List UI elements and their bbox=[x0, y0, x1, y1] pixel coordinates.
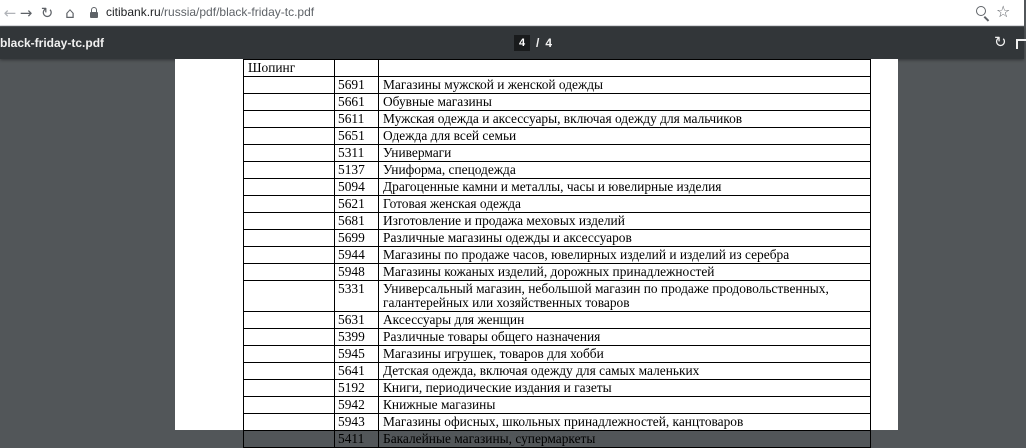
code-cell: 5691 bbox=[335, 77, 379, 94]
description-cell: Книжные магазины bbox=[379, 397, 871, 414]
description-cell: Магазины по продаже часов, ювелирных изделий и изделий из серебра bbox=[379, 247, 871, 264]
code-cell: 5631 bbox=[335, 312, 379, 329]
category-cell bbox=[244, 346, 335, 363]
code-cell: 5948 bbox=[335, 264, 379, 281]
table-row bbox=[244, 329, 871, 346]
description-cell: Магазины игрушек, товаров для хобби bbox=[379, 346, 871, 363]
table-row bbox=[244, 346, 871, 363]
url-path: /russia/pdf/black-friday-tc.pdf bbox=[160, 5, 315, 19]
category-cell bbox=[244, 380, 335, 397]
category-cell bbox=[244, 414, 335, 431]
code-cell: 5411 bbox=[335, 431, 379, 448]
code-cell: 5331 bbox=[335, 281, 379, 312]
description-cell bbox=[379, 60, 871, 77]
category-cell bbox=[244, 264, 335, 281]
description-cell: Обувные магазины bbox=[379, 94, 871, 111]
table-row bbox=[244, 111, 871, 128]
pdf-page bbox=[175, 59, 898, 446]
page-indicator bbox=[514, 35, 552, 51]
description-cell: Готовая женская одежда bbox=[379, 196, 871, 213]
code-cell: 5399 bbox=[335, 329, 379, 346]
table-row bbox=[244, 179, 871, 196]
category-cell bbox=[244, 397, 335, 414]
table-row bbox=[244, 281, 871, 312]
bookmark-star-icon[interactable]: ☆ bbox=[996, 2, 1011, 21]
code-cell: 5943 bbox=[335, 414, 379, 431]
description-cell: Различные магазины одежды и аксессуаров bbox=[379, 230, 871, 247]
description-cell: Изготовление и продажа меховых изделий bbox=[379, 213, 871, 230]
table-row bbox=[244, 312, 871, 329]
table-row bbox=[244, 380, 871, 397]
code-cell bbox=[335, 60, 379, 77]
category-cell bbox=[244, 312, 335, 329]
description-cell: Магазины мужской и женской одежды bbox=[379, 77, 871, 94]
description-cell: Униформа, спецодежда bbox=[379, 162, 871, 179]
table-row bbox=[244, 397, 871, 414]
table-row bbox=[244, 230, 871, 247]
description-cell: Книги, периодические издания и газеты bbox=[379, 380, 871, 397]
code-cell: 5942 bbox=[335, 397, 379, 414]
description-cell: Универмаги bbox=[379, 145, 871, 162]
category-cell bbox=[244, 162, 335, 179]
reload-icon[interactable]: ↻ bbox=[40, 3, 54, 22]
category-cell bbox=[244, 111, 335, 128]
table-row bbox=[244, 196, 871, 213]
description-cell: Бакалейные магазины, супермаркеты bbox=[379, 431, 871, 448]
code-cell: 5094 bbox=[335, 179, 379, 196]
description-cell: Драгоценные камни и металлы, часы и ювелирные изделия bbox=[379, 179, 871, 196]
table-row bbox=[244, 414, 871, 431]
code-cell: 5945 bbox=[335, 346, 379, 363]
table-row bbox=[244, 60, 871, 77]
category-cell bbox=[244, 431, 335, 448]
browser-address-bar bbox=[0, 0, 1024, 26]
description-cell: Магазины офисных, школьных принадлежностей, канцтоваров bbox=[379, 414, 871, 431]
table-row bbox=[244, 128, 871, 145]
code-cell: 5192 bbox=[335, 380, 379, 397]
arrow-left-icon[interactable]: ← bbox=[3, 3, 17, 22]
table-row bbox=[244, 363, 871, 380]
code-cell: 5137 bbox=[335, 162, 379, 179]
category-cell bbox=[244, 145, 335, 162]
code-cell: 5611 bbox=[335, 111, 379, 128]
category-cell bbox=[244, 247, 335, 264]
category-cell bbox=[244, 213, 335, 230]
category-cell bbox=[244, 329, 335, 346]
category-cell bbox=[244, 94, 335, 111]
arrow-right-icon[interactable]: → bbox=[19, 3, 33, 22]
code-cell: 5699 bbox=[335, 230, 379, 247]
table-row bbox=[244, 247, 871, 264]
mcc-table bbox=[243, 59, 871, 448]
table-row bbox=[244, 162, 871, 179]
description-cell: Детская одежда, включая одежду для самых маленьких bbox=[379, 363, 871, 380]
description-cell: Универсальный магазин, небольшой магазин по продаже продовольственных, галантерейных или хозяйственных товаров bbox=[379, 281, 871, 312]
page-separator: / bbox=[536, 36, 540, 50]
pdf-toolbar bbox=[0, 27, 1024, 59]
code-cell: 5621 bbox=[335, 196, 379, 213]
description-cell: Аксессуары для женщин bbox=[379, 312, 871, 329]
table-row bbox=[244, 213, 871, 230]
description-cell: Различные товары общего назначения bbox=[379, 329, 871, 346]
total-pages: 4 bbox=[545, 36, 553, 50]
category-cell bbox=[244, 196, 335, 213]
category-cell bbox=[244, 230, 335, 247]
description-cell: Мужская одежда и аксессуары, включая одежду для мальчиков bbox=[379, 111, 871, 128]
code-cell: 5651 bbox=[335, 128, 379, 145]
page-number-input[interactable]: 4 bbox=[514, 35, 530, 51]
code-cell: 5681 bbox=[335, 213, 379, 230]
table-row bbox=[244, 77, 871, 94]
table-row bbox=[244, 431, 871, 448]
description-cell: Магазины кожаных изделий, дорожных принадлежностей bbox=[379, 264, 871, 281]
zoom-icon[interactable] bbox=[973, 3, 993, 23]
code-cell: 5311 bbox=[335, 145, 379, 162]
table-row bbox=[244, 94, 871, 111]
code-cell: 5944 bbox=[335, 247, 379, 264]
category-cell bbox=[244, 179, 335, 196]
rotate-icon[interactable]: ↻ bbox=[994, 33, 1007, 51]
code-cell: 5661 bbox=[335, 94, 379, 111]
download-icon[interactable] bbox=[1016, 39, 1026, 49]
category-cell: Шопинг bbox=[244, 60, 335, 77]
category-cell bbox=[244, 128, 335, 145]
document-title: black-friday-tc.pdf bbox=[0, 36, 105, 50]
category-cell bbox=[244, 281, 335, 312]
table-row bbox=[244, 264, 871, 281]
url-host: citibank.ru bbox=[106, 5, 161, 19]
category-cell bbox=[244, 77, 335, 94]
home-icon[interactable]: ⌂ bbox=[65, 3, 75, 22]
table-row bbox=[244, 145, 871, 162]
category-cell bbox=[244, 363, 335, 380]
url-field[interactable] bbox=[106, 5, 314, 19]
lock-icon[interactable] bbox=[90, 7, 98, 18]
description-cell: Одежда для всей семьи bbox=[379, 128, 871, 145]
code-cell: 5641 bbox=[335, 363, 379, 380]
